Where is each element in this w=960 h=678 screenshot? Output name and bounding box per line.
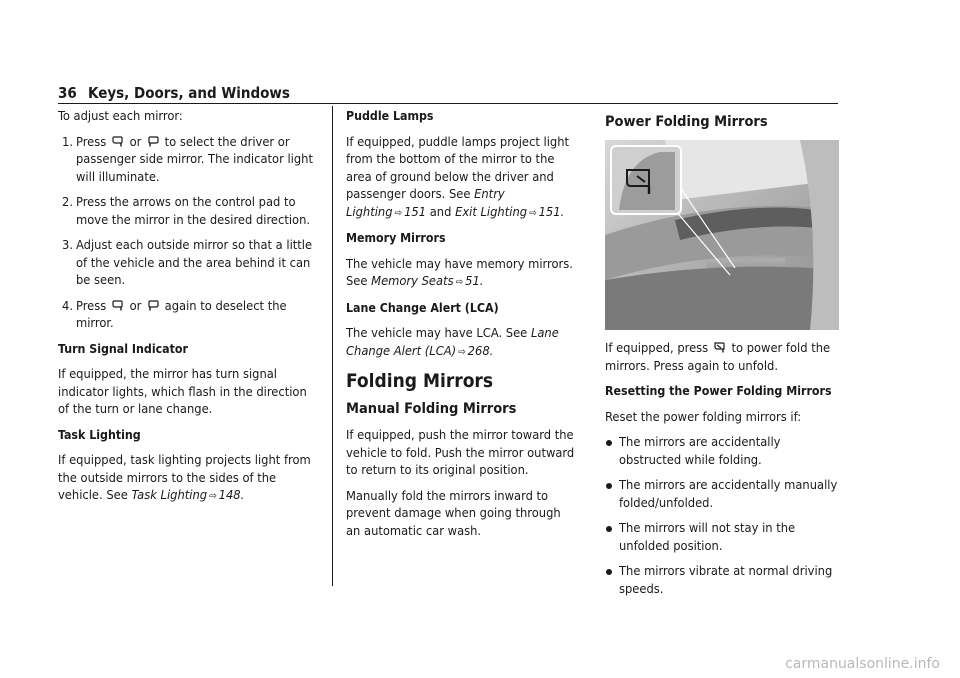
power-fold-instructions: If equipped, press to power fold the mirrors. Press again to unfold.: [605, 341, 831, 374]
manual-folding-text-1: If equipped, push the mirror toward the vehicle to fold. Push the mirror outward to return to its original position.: [346, 428, 575, 478]
power-fold-icon: [714, 342, 726, 353]
right-mirror-icon: [147, 300, 159, 311]
memory-mirrors-text: The vehicle may have memory mirrors. See Memory Seats ⇨ 51.: [346, 256, 573, 289]
power-folding-title: Power Folding Mirrors: [605, 114, 768, 130]
folding-mirrors-title: Folding Mirrors: [346, 370, 494, 392]
xref-arrow-icon: ⇨: [394, 207, 403, 219]
column-middle: [346, 108, 578, 548]
watermark: carmanualsonline.info: [785, 656, 940, 672]
xref-exit-lighting[interactable]: Exit Lighting ⇨ 151.: [455, 204, 565, 220]
xref-lane-change-alert[interactable]: Lane Change Alert (LCA) ⇨ 268.: [346, 326, 559, 359]
lca-heading: Lane Change Alert (LCA): [346, 300, 499, 315]
adjust-steps: [58, 134, 320, 333]
xref-arrow-icon: ⇨: [529, 207, 537, 219]
memory-mirrors-heading: Memory Mirrors: [346, 231, 446, 245]
list-item: The mirrors are accidentally manually folded/unfolded.: [605, 477, 839, 512]
reset-heading: Resetting the Power Folding Mirrors: [605, 384, 832, 398]
page-number: 36: [58, 84, 77, 102]
puddle-lamps-text: If equipped, puddle lamps project light from the bottom of the mirror to the area of ground below the driver and passenger doors. See Entry Lighting ⇨ 151 and Exit Lighting ⇨ 151.: [346, 134, 570, 220]
task-lighting-heading: Task Lighting: [58, 427, 141, 442]
xref-memory-seats[interactable]: Memory Seats ⇨ 51.: [371, 274, 484, 289]
lca-text: The vehicle may have LCA. See Lane Change Alert (LCA) ⇨ 268.: [346, 326, 559, 359]
xref-arrow-icon: ⇨: [209, 491, 217, 502]
step-2: 2. Press the arrows on the control pad to move the mirror in the desired direction.: [62, 195, 311, 228]
step-1: 1. Press or to select the driver or passenger side mirror. The indicator light will illuminate.: [62, 134, 313, 185]
bullet-icon: [606, 483, 612, 489]
header-rule: [58, 103, 838, 104]
intro-text: To adjust each mirror:: [58, 109, 183, 124]
door-panel-photo: [605, 140, 839, 330]
column-right: [605, 108, 839, 606]
bullet-icon: [606, 569, 612, 575]
manual-folding-text-2: Manually fold the mirrors inward to prevent damage when going through an automatic car wash.: [346, 488, 561, 539]
list-item: The mirrors vibrate at normal driving speeds.: [605, 563, 839, 598]
task-lighting-text: If equipped, task lighting projects light from the outside mirrors to the sides of the vehicle. See Task Lighting ⇨ 148.: [58, 453, 311, 503]
page-header: [58, 84, 838, 104]
xref-arrow-icon: ⇨: [455, 277, 464, 288]
xref-arrow-icon: ⇨: [458, 346, 466, 358]
column-divider: [332, 106, 333, 586]
list-item: The mirrors are accidentally obstructed while folding.: [605, 434, 839, 469]
turn-signal-text: If equipped, the mirror has turn signal indicator lights, which flash in the direction of the turn or lane change.: [58, 367, 307, 417]
left-mirror-icon: [112, 300, 124, 311]
bullet-icon: [606, 440, 612, 446]
reset-conditions-list: [605, 434, 839, 598]
reset-intro: Reset the power folding mirrors if:: [605, 409, 802, 425]
bullet-icon: [606, 526, 612, 532]
step-3: 3. Adjust each outside mirror so that a little of the vehicle and the area behind it can be seen.: [62, 238, 313, 288]
puddle-lamps-heading: Puddle Lamps: [346, 109, 434, 123]
xref-task-lighting[interactable]: Task Lighting ⇨ 148.: [131, 488, 245, 503]
section-title: Keys, Doors, and Windows: [88, 84, 290, 102]
xref-entry-lighting[interactable]: Entry Lighting ⇨ 151: [346, 187, 505, 220]
left-mirror-icon: [112, 136, 124, 147]
column-left: [58, 108, 320, 514]
turn-signal-heading: Turn Signal Indicator: [58, 341, 188, 356]
step-4: 4. Press or again to deselect the mirror.: [62, 298, 287, 331]
manual-folding-title: Manual Folding Mirrors: [346, 401, 517, 417]
list-item: The mirrors will not stay in the unfolded position.: [605, 520, 839, 555]
right-mirror-icon: [147, 136, 159, 147]
